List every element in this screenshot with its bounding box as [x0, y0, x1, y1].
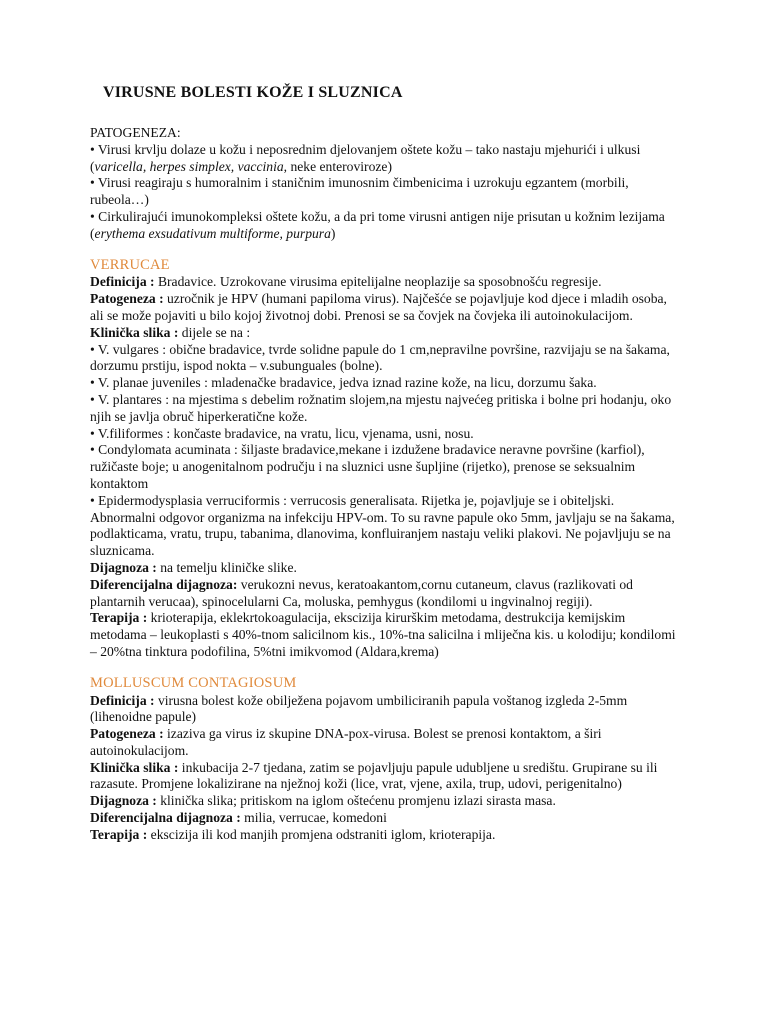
verrucae-bullet-plantares: • V. plantares : na mjestima s debelim rožnatim slojem,na mjestu najvećeg pritiska i bolne pri hodanju, oko njih se javlja obruč hiperkeratične kože. — [90, 391, 672, 424]
patogeneza-bullet-1 — [90, 142, 678, 176]
verrucae-terapija — [90, 610, 678, 660]
label: Klinička slika : — [90, 324, 179, 340]
text: • Cirkulirajući imunokompleksi oštete kožu, a da pri tome virusni antigen nije prisutan u kožnim lezijama ( — [90, 208, 665, 241]
verrucae-klinicka-slika — [90, 325, 678, 342]
molluscum-patogeneza — [90, 726, 678, 760]
label: Patogeneza : — [90, 291, 164, 307]
label: Diferencijalna dijagnoza: — [90, 576, 238, 592]
text: ekscizija ili kod manjih promjena odstraniti iglom, krioterapija. — [147, 826, 496, 842]
label: Definicija : — [90, 692, 155, 708]
molluscum-diferencijalna — [90, 810, 678, 827]
verrucae-bullet-planae: • V. planae juveniles : mladenačke bradavice, jedva iznad razine kože, na licu, dorzumu šaka. — [90, 375, 597, 391]
patogeneza-bullet-3 — [90, 209, 678, 243]
text: na temelju kliničke slike. — [156, 559, 297, 575]
text: , neke enteroviroze) — [283, 158, 392, 174]
verrucae-patogeneza — [90, 291, 678, 325]
text: Bradavice. Uzrokovane virusima epitelijalne neoplazije sa sposobnošću regresije. — [154, 274, 602, 290]
text: verukozni nevus, keratoakantom,cornu cutaneum, clavus (razlikovati od plantarnih verucaa), spinocelularni Ca, moluska, pemhygus (kondilomi u ingvinalnoj regiji). — [90, 576, 633, 609]
document-body — [90, 125, 678, 844]
verrucae-bullet-filiformes: • V.filiformes : končaste bradavice, na vratu, licu, vjenama, usni, nosu. — [90, 425, 474, 441]
page-title: VIRUSNE BOLESTI KOŽE I SLUZNICA — [103, 84, 403, 101]
label: Dijagnoza : — [90, 793, 157, 809]
molluscum-dijagnoza — [90, 793, 678, 810]
text: ) — [330, 225, 336, 241]
text: • Virusi krvlju dolaze u kožu i neposrednim djelovanjem oštete kožu – tako nastaju mjehurići i ulkusi ( — [90, 141, 641, 174]
verrucae-definicija — [90, 274, 678, 291]
text: dijele se na : — [178, 324, 251, 340]
molluscum-definicija — [90, 693, 678, 727]
text: uzročnik je HPV (humani papiloma virus). Najčešće se pojavljuje kod djece i mladih osoba, ali se može pojaviti u bilo kojoj životnoj dobi. Prenosi se sa čovjek na čovjeka ili autoinokulacijom. — [90, 291, 667, 323]
patogeneza-heading: PATOGENEZA: — [90, 125, 181, 140]
verrucae-bullet-condylomata: • Condylomata acuminata : šiljaste bradavice,mekane i izdužene bradavice neravne površine (karfiol), ružičaste boje; u anogenitalnom području i na sluznici usne šupljine (rijetko), prenose se seksualnim kontaktom — [90, 442, 645, 491]
section-title-verrucae: VERRUCAE — [90, 256, 170, 273]
patogeneza-bullet-2: • Virusi reagiraju s humoralnim i staničnim imunosnim čimbenicima i uzrokuju egzantem (morbili, rubeola…) — [90, 175, 629, 208]
section-title-molluscum: MOLLUSCUM CONTAGIOSUM — [90, 674, 297, 691]
molluscum-klinicka-slika — [90, 760, 678, 794]
molluscum-terapija — [90, 827, 678, 844]
text: klinička slika; pritiskom na iglom oštećenu promjenu izlazi sirasta masa. — [156, 793, 556, 809]
verrucae-diferencijalna — [90, 577, 678, 611]
verrucae-bullet-vulgares: • V. vulgares : obične bradavice, tvrde solidne papule do 1 cm,nepravilne površine, razvijaju se na šakama, dorzumu prstiju, ispod nokta – v.subunguales (bolne). — [90, 341, 670, 374]
label: Diferencijalna dijagnoza : — [90, 810, 241, 826]
text: krioterapija, eklekrtokoagulacija, ekscizija kirurškim metodama, destrukcija kemijskim metodama – leukoplasti s 40%-tnom salicilnom kis., 10%-tna salicilna i mliječna kis. u kolodiju; kondilomi – 20%tna tinktura podofilina, 5%tni imikvomod (Aldara,krema) — [90, 610, 676, 659]
label: Klinička slika : — [90, 759, 179, 775]
label: Dijagnoza : — [90, 559, 157, 575]
italic-text: varicella, herpes simplex, vaccinia — [94, 158, 284, 174]
text: milia, verrucae, komedoni — [240, 810, 387, 826]
label: Terapija : — [90, 610, 148, 626]
verrucae-bullet-epidermodysplasia: • Epidermodysplasia verruciformis : verrucosis generalisata. Rijetka je, pojavljuje se i obiteljski. Abnormalni odgovor organizma na infekciju HPV-om. To su ravne papule oko 5mm, javljaju se na šakama, podlakticama, vratu, trupu, tabanima, dlanovima, konfluiranjem nastaju veliki plakovi. Ne pojavljuju se na sluznicama. — [90, 492, 675, 559]
label: Patogeneza : — [90, 726, 164, 742]
text: inkubacija 2-7 tjedana, zatim se pojavljuju papule udubljene u središtu. Grupirane su ili razasute. Promjene lokalizirane na nježnoj koži (lice, vrat, vjene, axila, trup, udovi, perigenitalno) — [90, 759, 658, 792]
label: Definicija : — [90, 274, 155, 290]
text: izaziva ga virus iz skupine DNA-pox-virusa. Bolest se prenosi kontaktom, a širi autoinokulacijom. — [90, 726, 602, 758]
verrucae-dijagnoza — [90, 560, 678, 577]
label: Terapija : — [90, 826, 148, 842]
text: virusna bolest kože obilježena pojavom umbiliciranih papula voštanog izgleda 2-5mm (lihenoidne papule) — [90, 692, 628, 725]
italic-text: erythema exsudativum multiforme, purpura — [94, 225, 331, 241]
